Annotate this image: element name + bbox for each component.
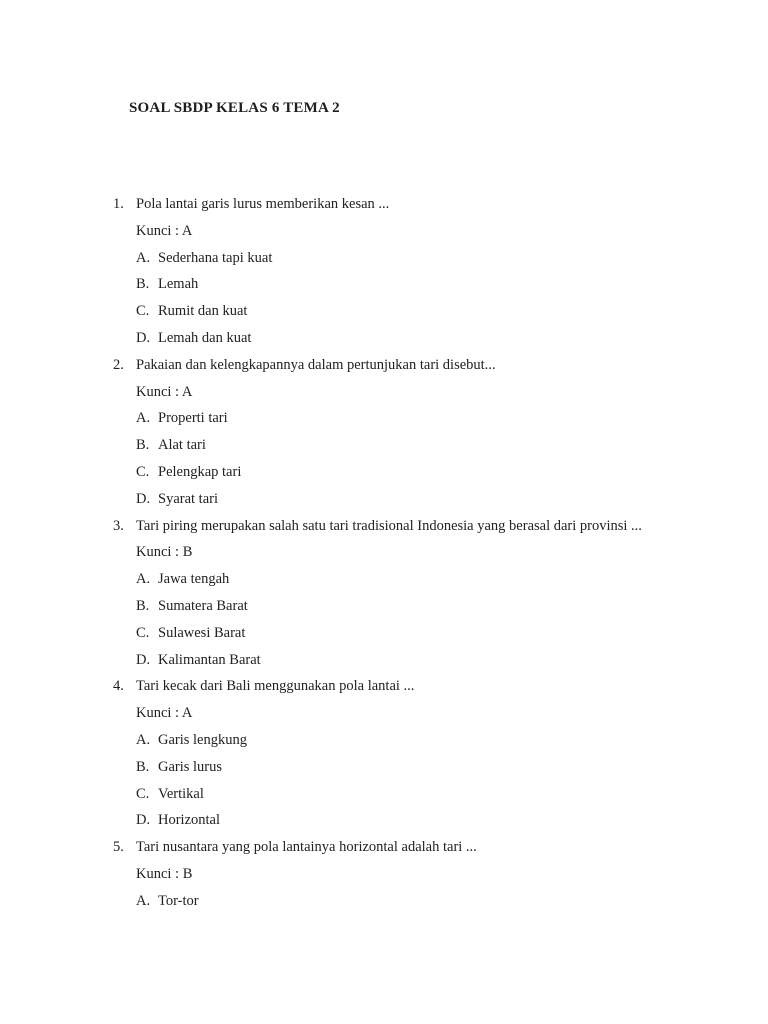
option-letter: A.	[136, 731, 151, 748]
option-item	[0, 298, 768, 325]
option-letter: D.	[136, 812, 151, 829]
question-item	[0, 834, 768, 861]
option-text: Alat tari	[158, 437, 206, 454]
answer-key-text: Kunci : A	[136, 222, 193, 239]
option-item	[0, 781, 768, 808]
answer-key	[0, 379, 768, 406]
option-item	[0, 325, 768, 352]
option-item	[0, 566, 768, 593]
question-text: Tari piring merupakan salah satu tari tradisional Indonesia yang berasal dari provinsi ...	[136, 517, 642, 534]
question-text: Tari nusantara yang pola lantainya horizontal adalah tari ...	[136, 839, 477, 856]
question-number: 4.	[113, 678, 124, 695]
option-letter: C.	[136, 624, 150, 641]
option-letter: B.	[136, 276, 150, 293]
option-text: Properti tari	[158, 410, 228, 427]
question-item	[0, 513, 768, 540]
option-text: Pelengkap tari	[158, 463, 242, 480]
option-text: Sulawesi Barat	[158, 624, 246, 641]
question-number: 5.	[113, 839, 124, 856]
option-item	[0, 486, 768, 513]
answer-key-text: Kunci : B	[136, 544, 193, 561]
option-text: Rumit dan kuat	[158, 303, 248, 320]
answer-key	[0, 218, 768, 245]
option-item	[0, 620, 768, 647]
option-text: Tor-tor	[158, 892, 199, 909]
option-text: Sederhana tapi kuat	[158, 249, 273, 266]
answer-key-text: Kunci : B	[136, 865, 193, 882]
option-letter: A.	[136, 249, 151, 266]
question-text: Tari kecak dari Bali menggunakan pola lantai ...	[136, 678, 415, 695]
option-letter: B.	[136, 758, 150, 775]
question-item	[0, 191, 768, 218]
option-item	[0, 754, 768, 781]
answer-key	[0, 861, 768, 888]
option-letter: C.	[136, 785, 150, 802]
option-item	[0, 432, 768, 459]
answer-key	[0, 700, 768, 727]
option-item	[0, 807, 768, 834]
question-list	[0, 191, 768, 915]
question-text: Pola lantai garis lurus memberikan kesan ...	[136, 196, 390, 212]
page-title: SOAL SBDP KELAS 6 TEMA 2	[129, 100, 340, 116]
option-text: Jawa tengah	[158, 571, 230, 588]
option-item	[0, 405, 768, 432]
question-number: 2.	[113, 356, 124, 373]
option-text: Lemah	[158, 276, 199, 293]
option-item	[0, 593, 768, 620]
option-text: Lemah dan kuat	[158, 329, 252, 346]
option-letter: A.	[136, 410, 151, 427]
question-item	[0, 673, 768, 700]
question-number: 1.	[113, 196, 124, 212]
option-letter: B.	[136, 437, 150, 454]
option-item	[0, 245, 768, 272]
question-number: 3.	[113, 517, 124, 534]
option-text: Vertikal	[158, 785, 204, 802]
option-letter: A.	[136, 892, 151, 909]
option-text: Garis lengkung	[158, 731, 247, 748]
option-letter: C.	[136, 463, 150, 480]
question-text: Pakaian dan kelengkapannya dalam pertunjukan tari disebut...	[136, 356, 496, 373]
option-letter: D.	[136, 329, 151, 346]
option-letter: C.	[136, 303, 150, 320]
question-item	[0, 352, 768, 379]
answer-key-text: Kunci : A	[136, 705, 193, 722]
option-text: Sumatera Barat	[158, 597, 248, 614]
option-item	[0, 647, 768, 674]
option-item	[0, 727, 768, 754]
option-text: Garis lurus	[158, 758, 223, 775]
answer-key-text: Kunci : A	[136, 383, 193, 400]
option-item	[0, 459, 768, 486]
option-letter: A.	[136, 571, 151, 588]
option-text: Kalimantan Barat	[158, 651, 261, 668]
option-text: Syarat tari	[158, 490, 218, 507]
option-letter: B.	[136, 597, 150, 614]
option-letter: D.	[136, 651, 151, 668]
option-letter: D.	[136, 490, 151, 507]
option-item	[0, 271, 768, 298]
option-text: Horizontal	[158, 812, 221, 829]
answer-key	[0, 539, 768, 566]
option-item	[0, 888, 768, 915]
